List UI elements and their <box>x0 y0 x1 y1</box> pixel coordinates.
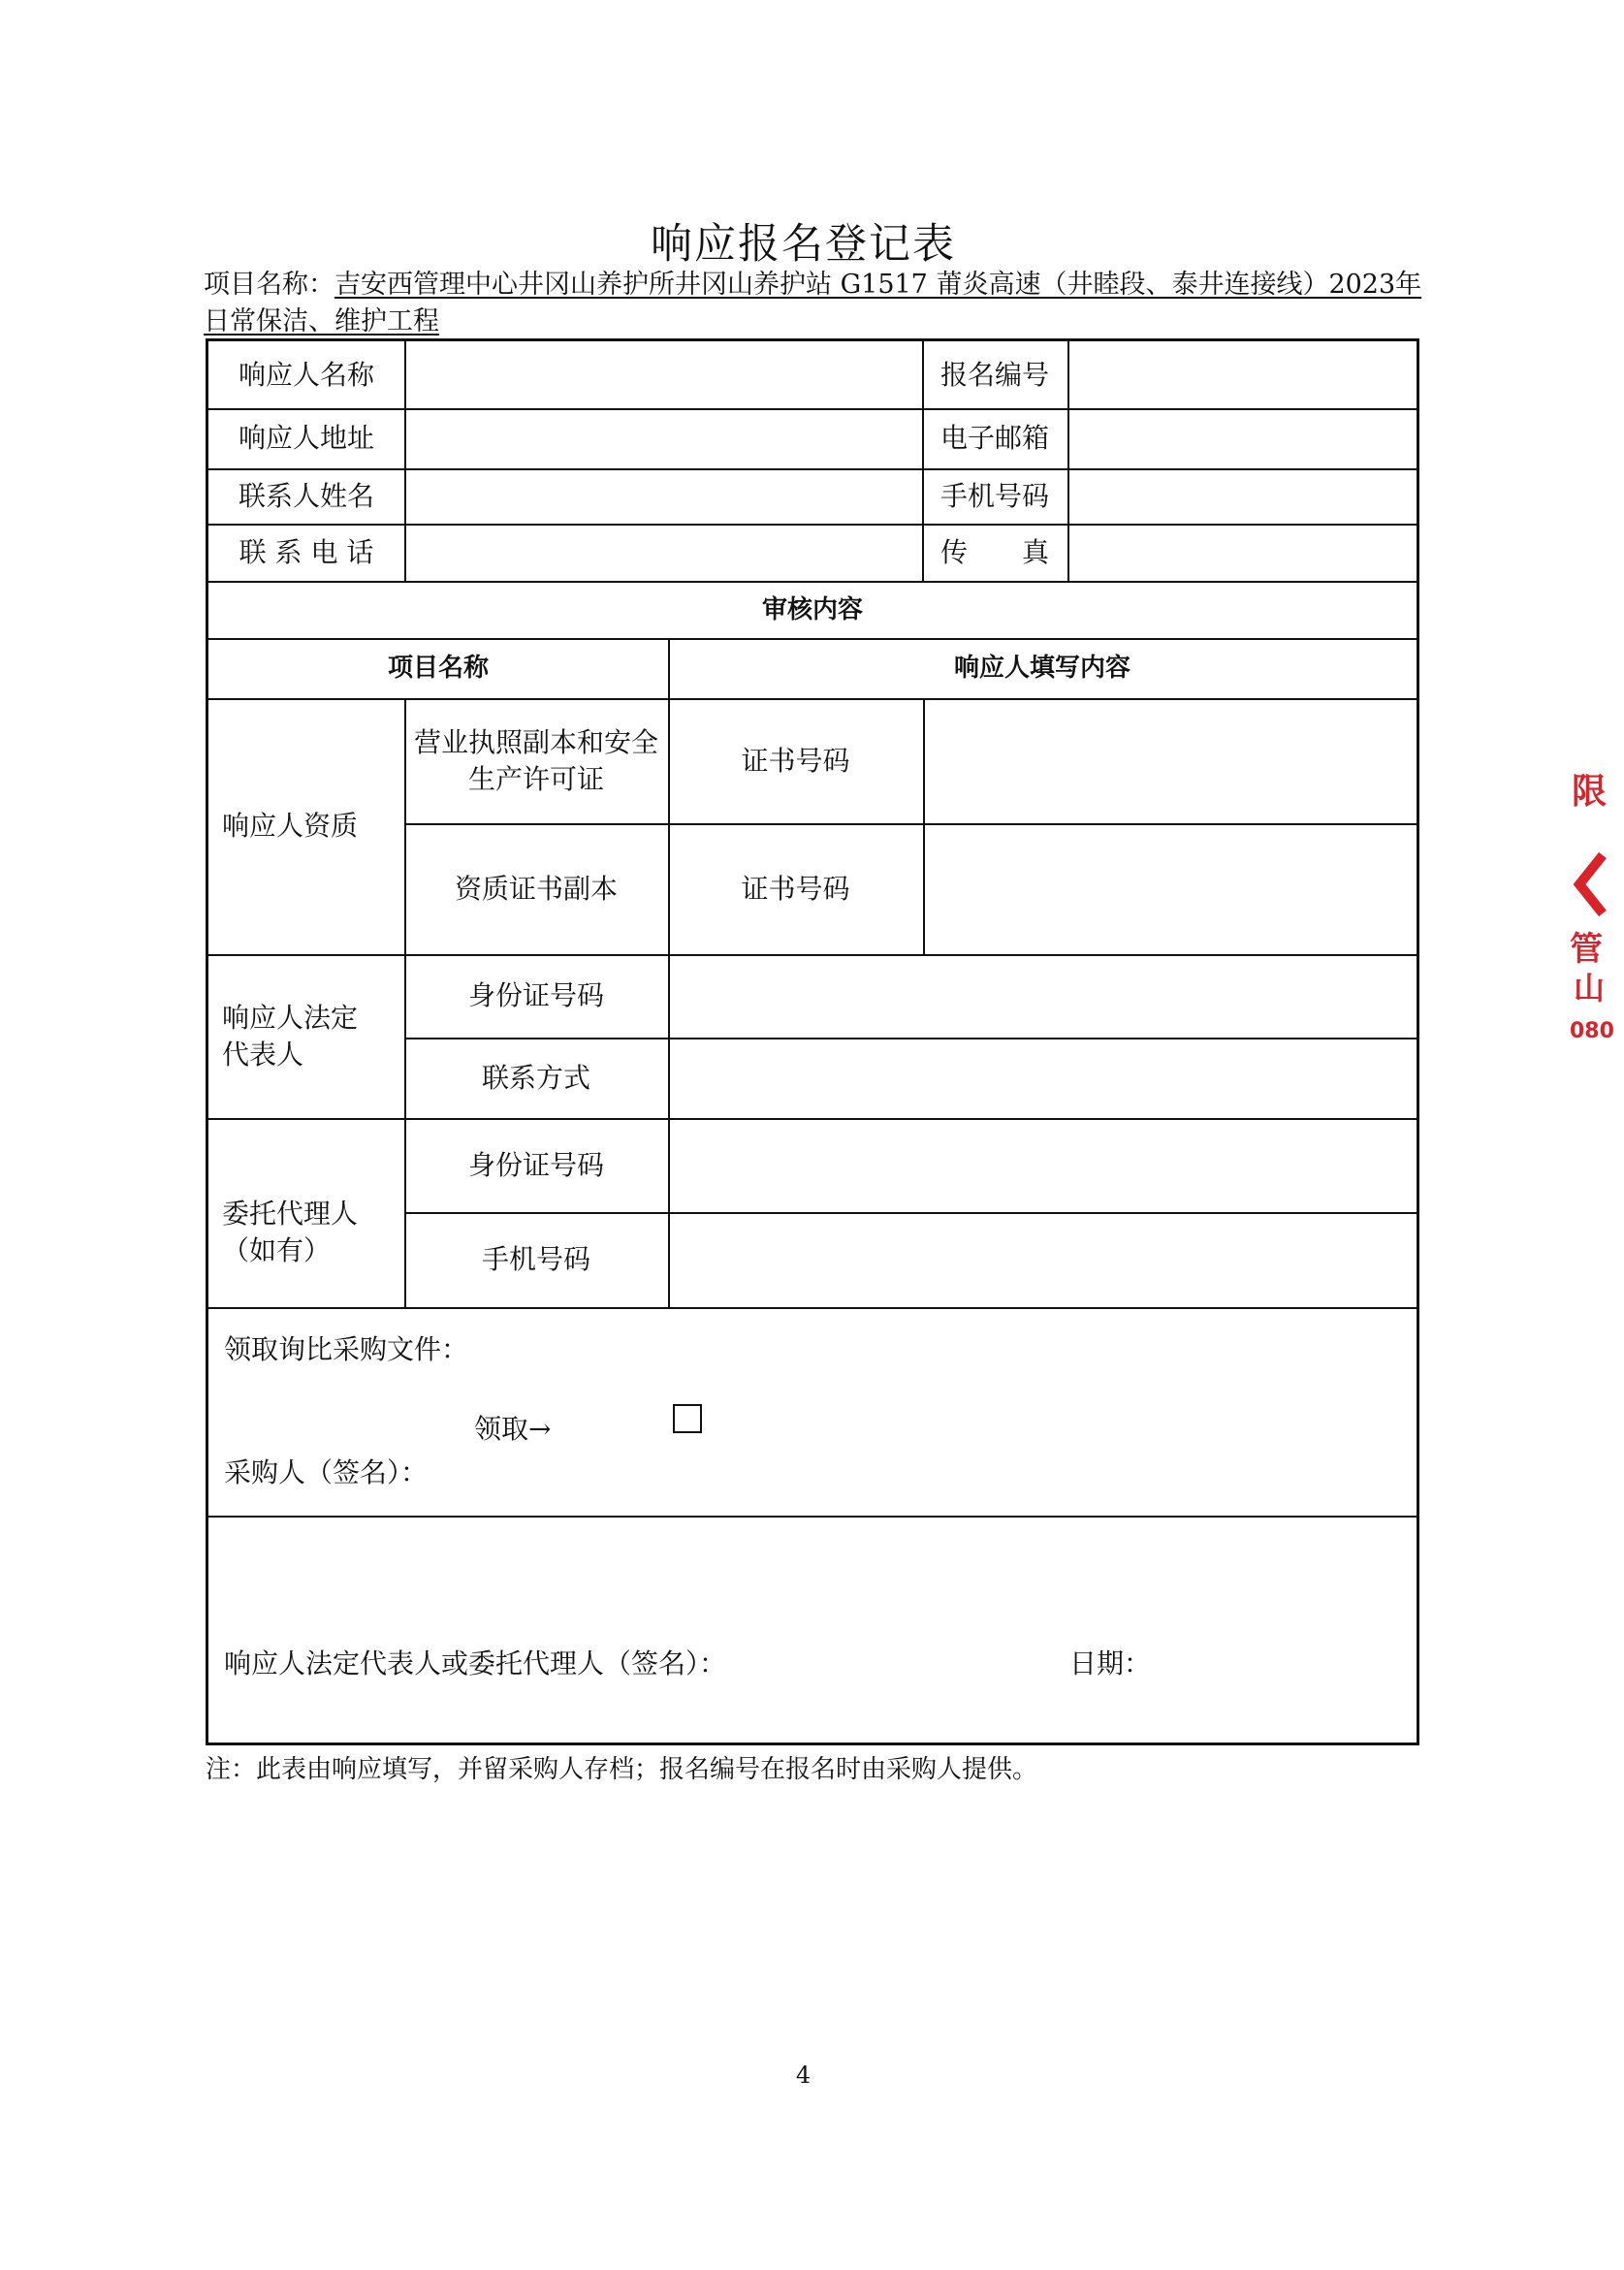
legal-rep-id-label: 身份证号码 <box>467 979 604 1011</box>
page-number: 4 <box>795 2062 812 2089</box>
business-license-label: 营业执照副本和安全生产许可证 <box>413 725 658 795</box>
buyer-signature-label: 采购人（签名）： <box>224 1456 429 1488</box>
receive-docs-heading: 领取询比采购文件： <box>224 1333 469 1365</box>
qualification-cert-label: 资质证书副本 <box>454 872 618 905</box>
svg-text:管: 管 <box>1570 930 1603 969</box>
date-label: 日期： <box>1069 1647 1152 1679</box>
svg-text:080: 080 <box>1570 1019 1614 1043</box>
project-name: 吉安西管理中心井冈山养护所井冈山养护站 G1517 莆炎高速（井睦段、泰井连接线）2023年日常保洁、维护工程 <box>204 270 1422 336</box>
fax-label: 传 真 <box>939 535 1049 568</box>
legal-rep-id-field[interactable] <box>670 956 1417 1038</box>
respondent-address-label: 响应人地址 <box>238 422 374 454</box>
project-label: 项目名称： <box>204 270 334 300</box>
mobile-label: 手机号码 <box>939 479 1049 512</box>
column-project-name: 项目名称 <box>387 654 489 683</box>
registration-number-label: 报名编号 <box>939 358 1049 391</box>
qualification-cert-number-label: 证书号码 <box>741 872 850 905</box>
agent-label: 委托代理人（如有） <box>222 1197 359 1266</box>
respondent-name-label: 响应人名称 <box>238 358 374 391</box>
contact-name-label: 联系人姓名 <box>238 479 374 512</box>
agent-phone-label: 手机号码 <box>481 1243 590 1275</box>
qualification-label: 响应人资质 <box>222 810 359 842</box>
legal-rep-contact-label: 联系方式 <box>481 1061 590 1094</box>
footnote: 注：此表由响应填写，并留采购人存档；报名编号在报名时由采购人提供。 <box>206 1755 1038 1784</box>
license-cert-number-label: 证书号码 <box>741 744 850 777</box>
legal-rep-label: 响应人法定代表人 <box>222 1001 359 1071</box>
agent-id-field[interactable] <box>670 1120 1417 1212</box>
phone-label: 联 系 电 话 <box>239 535 374 568</box>
receive-action-label: 领取→ <box>474 1413 552 1445</box>
signature-label: 响应人法定代表人或委托代理人（签名）： <box>224 1647 727 1679</box>
agent-id-label: 身份证号码 <box>467 1148 604 1181</box>
svg-text:山: 山 <box>1574 970 1606 1007</box>
svg-text:限: 限 <box>1572 771 1608 812</box>
column-respondent-content: 响应人填写内容 <box>953 654 1130 683</box>
project-line <box>204 267 1427 340</box>
contact-name-field[interactable] <box>406 470 920 524</box>
fax-field[interactable] <box>1069 526 1417 581</box>
qualification-cert-number-field[interactable] <box>925 825 1417 954</box>
registration-form-table <box>206 338 1419 1745</box>
respondent-name-field[interactable] <box>406 341 920 408</box>
respondent-address-field[interactable] <box>406 410 920 468</box>
phone-field[interactable] <box>406 526 920 581</box>
registration-number-field[interactable] <box>1069 341 1417 408</box>
email-field[interactable] <box>1069 410 1417 468</box>
official-seal-fragment <box>1566 747 1624 1067</box>
mobile-field[interactable] <box>1069 470 1417 524</box>
agent-phone-field[interactable] <box>670 1214 1417 1307</box>
receive-checkbox[interactable] <box>673 1404 702 1433</box>
email-label: 电子邮箱 <box>939 422 1049 454</box>
legal-rep-contact-field[interactable] <box>670 1039 1417 1118</box>
review-heading: 审核内容 <box>761 594 863 624</box>
license-cert-number-field[interactable] <box>925 700 1417 823</box>
page-title: 响应报名登记表 <box>651 220 956 269</box>
